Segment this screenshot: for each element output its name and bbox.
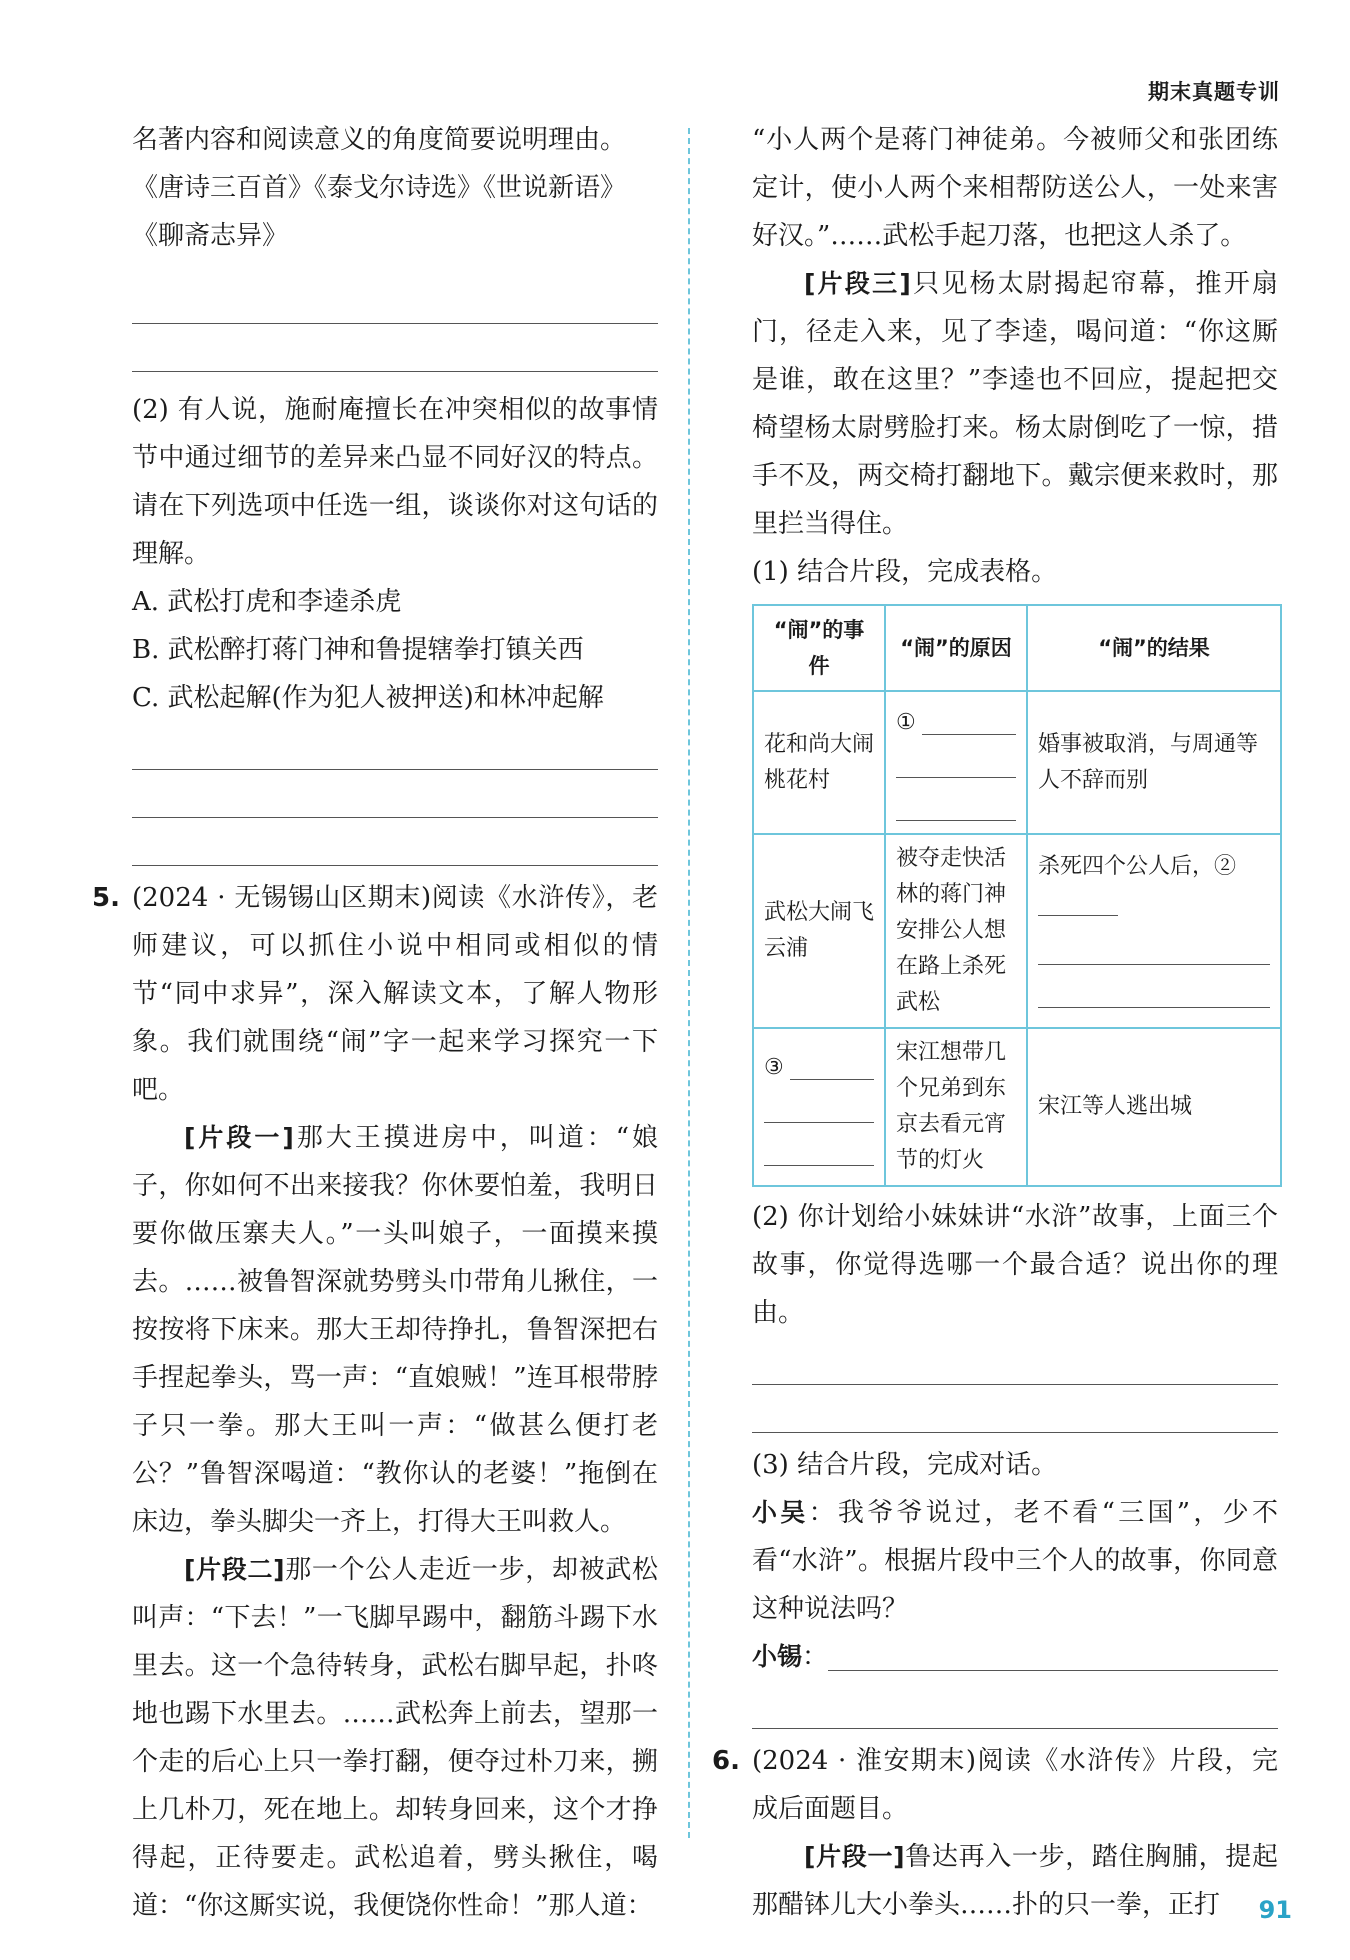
table-header-result: “闹”的结果: [1027, 605, 1281, 691]
fragment-1: [132, 1114, 658, 1546]
q5-2-question: (2) 你计划给小妹妹讲“水浒”故事，上面三个故事，你觉得选哪一个最合适？说出你的理由。: [752, 1202, 1278, 1328]
page-number: 91: [1258, 1896, 1292, 1924]
option-b: B. 武松醉打蒋门神和鲁提辖拳打镇关西: [132, 635, 584, 665]
q5-1-question: (1) 结合片段，完成表格。: [752, 557, 1058, 587]
table-cell-cause: 被夺走快活林的蒋门神安排公人想在路上杀死武松: [885, 834, 1027, 1028]
q4-continuation: 名著内容和阅读意义的角度简要说明理由。: [132, 125, 627, 155]
table-header-row: [753, 605, 1281, 691]
table-header-cause: “闹”的原因: [885, 605, 1027, 691]
answer-line[interactable]: [132, 324, 658, 372]
blank-wrapper: [764, 1043, 874, 1086]
q4-book-list-2: 《聊斋志异》: [132, 221, 289, 251]
blank-marker: ①: [896, 710, 916, 735]
option-c: C. 武松起解(作为犯人被押送)和林冲起解: [132, 683, 604, 713]
table-header-event: “闹”的事件: [753, 605, 885, 691]
table-row: [753, 1028, 1281, 1186]
answer-blank[interactable]: [1038, 928, 1270, 965]
answer-blank[interactable]: [764, 1129, 874, 1166]
table-cell-result: 宋江等人逃出城: [1027, 1028, 1281, 1186]
answer-blank[interactable]: [764, 1086, 874, 1123]
answer-line[interactable]: [132, 818, 658, 866]
q6-text: (2024 · 淮安期末)阅读《水浒传》片段，完成后面题目。: [752, 1746, 1278, 1824]
answer-blank[interactable]: [790, 1043, 874, 1080]
question-number: 6.: [712, 1746, 740, 1776]
answer-line[interactable]: [752, 1681, 1278, 1729]
option-a: A. 武松打虎和李逵杀虎: [132, 587, 402, 617]
q5-text: (2024 · 无锡锡山区期末)阅读《水浒传》，老师建议，可以抓住小说中相同或相似的情节“同中求异”，深入解读文本，了解人物形象。我们就围绕“闹”字一起来学习探究一下吧。: [132, 883, 658, 1105]
fragment-text: 那一个公人走近一步，却被武松叫声：“下去！”一飞脚早踢中，翻筋斗踢下水里去。这一个急待转身，武松右脚早起，扑咚地也踢下水里去。……武松奔上前去，望那一个走的后心上只一拳打翻，便夺过朴刀来，搠上几朴刀，死在地上。却转身回来，这个才挣得起，正待要走。武松追着，劈头揪住，喝道：“你这厮实说，我便饶你性命！”那人道：: [132, 1555, 658, 1921]
speaker-label: 小吴: [752, 1498, 809, 1527]
speaker-label: 小锡: [752, 1642, 803, 1671]
dialogue-xiaowu: [752, 1489, 1278, 1633]
answer-line[interactable]: [132, 260, 658, 324]
answer-blank[interactable]: [1038, 971, 1270, 1008]
fragment-2: [132, 1546, 658, 1930]
answer-line[interactable]: [752, 1385, 1278, 1433]
answer-blank[interactable]: [896, 784, 1016, 821]
question-number: 5.: [92, 883, 120, 913]
table-cell-cause: 宋江想带几个兄弟到东京去看元宵节的灯火: [885, 1028, 1027, 1186]
q6-intro: [712, 1737, 1278, 1833]
blank-wrapper: [896, 698, 1016, 741]
table-row: [753, 834, 1281, 1028]
answer-blank[interactable]: [1038, 885, 1118, 916]
fragment-3: [752, 260, 1278, 548]
result-prefix: 杀死四个公人后，②: [1038, 853, 1237, 879]
table-cell-event: 花和尚大闹桃花村: [753, 691, 885, 834]
column-divider: [688, 128, 690, 1838]
answer-line[interactable]: [132, 722, 658, 770]
fragment-text: 那大王摸进房中，叫道：“娘子，你如何不出来接我？你休要怕羞，我明日要你做压寨夫人。”一头叫娘子，一面摸来摸去。……被鲁智深就势劈头巾带角儿揪住，一按按将下床来。那大王却待挣扎，鲁智深把右手捏起拳头，骂一声：“直娘贼！”连耳根带脖子只一拳。那大王叫一声：“做甚么便打老公？”鲁智深喝道：“教你认的老婆！”拖倒在床边，拳头脚尖一齐上，打得大王叫救人。: [132, 1123, 659, 1537]
fragment-text: 鲁达再入一步，踏住胸脯，提起那醋钵儿大小拳头……扑的只一拳，正打: [752, 1842, 1278, 1920]
fragment-text: 只见杨太尉揭起帘幕，推开扇门，径走入来，见了李逵，喝问道：“你这厮是谁，敢在这里？”李逵也不回应，提起把交椅望杨太尉劈脸打来。杨太尉倒吃了一惊，措手不及，两交椅打翻地下。戴宗便来救时，那里拦当得住。: [752, 269, 1278, 539]
table-cell-event: [753, 1028, 885, 1186]
page-header-title: 期末真题专训: [1148, 80, 1280, 104]
fragment-2-continuation: “小人两个是蒋门神徒弟。今被师父和张团练定计，使小人两个来相帮防送公人，一处来害好汉。”……武松手起刀落，也把这人杀了。: [752, 125, 1278, 251]
q4-book-list: 《唐诗三百首》《泰戈尔诗选》《世说新语》: [132, 173, 627, 203]
left-column: [92, 116, 659, 1930]
table-cell-event: 武松大闹飞云浦: [753, 834, 885, 1028]
fragment-label: [片段三]: [804, 269, 911, 298]
fragment-label: [片段一]: [804, 1842, 905, 1871]
dialogue-xiaoxi: [752, 1633, 1278, 1681]
answer-blank[interactable]: [896, 741, 1016, 778]
answer-line[interactable]: [752, 1337, 1278, 1385]
fragment-label: [片段一]: [184, 1123, 294, 1152]
answer-line[interactable]: [132, 770, 658, 818]
right-column: [712, 116, 1278, 1929]
fragment-label: [片段二]: [184, 1555, 285, 1584]
event-table: [752, 604, 1282, 1187]
answer-blank[interactable]: [828, 1640, 1278, 1671]
q5-intro: [92, 874, 658, 1114]
q4-2-question: (2) 有人说，施耐庵擅长在冲突相似的故事情节中通过细节的差异来凸显不同好汉的特点。请在下列选项中任选一组，谈谈你对这句话的理解。: [132, 395, 658, 569]
table-cell-cause: [885, 691, 1027, 834]
table-cell-result: [1027, 834, 1281, 1028]
table-row: [753, 691, 1281, 834]
answer-blank[interactable]: [922, 698, 1016, 735]
q5-3-question: (3) 结合片段，完成对话。: [752, 1450, 1058, 1480]
table-cell-result: 婚事被取消，与周通等人不辞而别: [1027, 691, 1281, 834]
q6-fragment-1: [752, 1833, 1278, 1929]
blank-marker: ③: [764, 1054, 784, 1080]
dialogue-text: ：我爷爷说过，老不看“三国”，少不看“水浒”。根据片段中三个人的故事，你同意这种说法吗？: [752, 1498, 1278, 1624]
speaker-colon: ：: [802, 1642, 829, 1672]
